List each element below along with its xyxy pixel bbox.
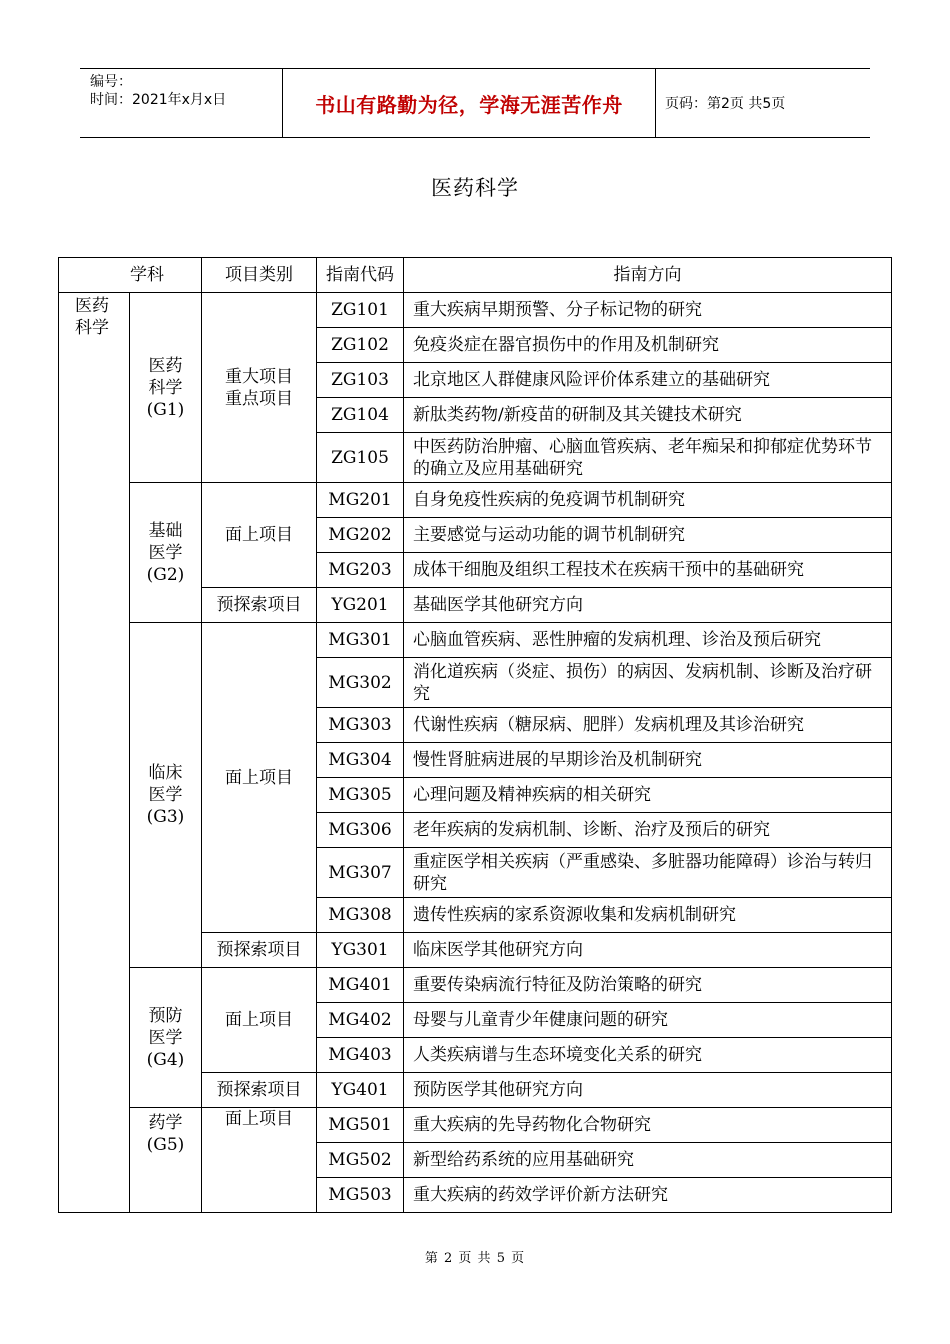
direction-cell: 新肽类药物/新疫苗的研制及其关键技术研究	[404, 398, 892, 433]
guide-table	[58, 257, 892, 1213]
category-cell: 面上项目	[202, 483, 317, 588]
time-label: 时间：2021年x月x日	[90, 92, 227, 108]
code-cell: ZG102	[317, 328, 404, 363]
page-info: 页码：第2页 共5页	[665, 96, 786, 112]
table-header-row	[59, 258, 892, 293]
code-cell: MG503	[317, 1178, 404, 1213]
subject-cell: 药学(G5)	[130, 1108, 202, 1213]
code-cell: MG202	[317, 518, 404, 553]
code-cell: MG402	[317, 1003, 404, 1038]
direction-cell: 重大疾病早期预警、分子标记物的研究	[404, 293, 892, 328]
direction-cell: 免疫炎症在器官损伤中的作用及机制研究	[404, 328, 892, 363]
code-cell: MG308	[317, 898, 404, 933]
code-cell: ZG103	[317, 363, 404, 398]
direction-cell: 消化道疾病（炎症、损伤）的病因、发病机制、诊断及治疗研究	[404, 658, 892, 708]
subject-cell: 医药科学(G1)	[130, 293, 202, 483]
direction-cell: 心理问题及精神疾病的相关研究	[404, 778, 892, 813]
category-cell: 面上项目	[202, 1108, 317, 1213]
category-cell: 预探索项目	[202, 1073, 317, 1108]
code-cell: MG307	[317, 848, 404, 898]
direction-cell: 老年疾病的发病机制、诊断、治疗及预后的研究	[404, 813, 892, 848]
code-cell: ZG105	[317, 433, 404, 483]
header-meta	[80, 69, 282, 137]
direction-cell: 自身免疫性疾病的免疫调节机制研究	[404, 483, 892, 518]
direction-cell: 成体干细胞及组织工程技术在疾病干预中的基础研究	[404, 553, 892, 588]
motto: 书山有路勤为径，学海无涯苦作舟	[315, 92, 623, 117]
direction-cell: 代谢性疾病（糖尿病、肥胖）发病机理及其诊治研究	[404, 708, 892, 743]
header-discipline: 学科	[59, 258, 202, 293]
code-cell: ZG101	[317, 293, 404, 328]
category-cell: 面上项目	[202, 968, 317, 1073]
direction-cell: 重大疾病的先导药物化合物研究	[404, 1108, 892, 1143]
direction-cell: 慢性肾脏病进展的早期诊治及机制研究	[404, 743, 892, 778]
code-cell: ZG104	[317, 398, 404, 433]
direction-cell: 母婴与儿童青少年健康问题的研究	[404, 1003, 892, 1038]
direction-cell: 重大疾病的药效学评价新方法研究	[404, 1178, 892, 1213]
subject-cell: 预防医学(G4)	[130, 968, 202, 1108]
code-cell: MG305	[317, 778, 404, 813]
header-direction: 指南方向	[404, 258, 892, 293]
direction-cell: 基础医学其他研究方向	[404, 588, 892, 623]
page-footer: 第 2 页 共 5 页	[424, 1251, 526, 1266]
code-cell: MG403	[317, 1038, 404, 1073]
table-row	[59, 483, 892, 518]
direction-cell: 中医药防治肿瘤、心脑血管疾病、老年痴呆和抑郁症优势环节的确立及应用基础研究	[404, 433, 892, 483]
subject-cell: 基础医学(G2)	[130, 483, 202, 623]
table-row	[59, 293, 892, 328]
code-cell: MG501	[317, 1108, 404, 1143]
direction-cell: 人类疾病谱与生态环境变化关系的研究	[404, 1038, 892, 1073]
code-cell: MG201	[317, 483, 404, 518]
category-cell: 预探索项目	[202, 933, 317, 968]
code-cell: YG401	[317, 1073, 404, 1108]
code-cell: MG502	[317, 1143, 404, 1178]
code-cell: MG306	[317, 813, 404, 848]
category-cell: 重大项目重点项目	[202, 293, 317, 483]
subject-cell: 临床医学(G3)	[130, 623, 202, 968]
direction-cell: 遗传性疾病的家系资源收集和发病机制研究	[404, 898, 892, 933]
direction-cell: 重要传染病流行特征及防治策略的研究	[404, 968, 892, 1003]
code-cell: MG302	[317, 658, 404, 708]
direction-cell: 北京地区人群健康风险评价体系建立的基础研究	[404, 363, 892, 398]
direction-cell: 新型给药系统的应用基础研究	[404, 1143, 892, 1178]
code-cell: MG304	[317, 743, 404, 778]
table-row	[59, 968, 892, 1003]
header-page-cell	[655, 69, 870, 137]
code-cell: YG301	[317, 933, 404, 968]
discipline-cell: 医药科学	[59, 293, 130, 1213]
direction-cell: 主要感觉与运动功能的调节机制研究	[404, 518, 892, 553]
direction-cell: 临床医学其他研究方向	[404, 933, 892, 968]
table-row	[59, 623, 892, 658]
direction-cell: 预防医学其他研究方向	[404, 1073, 892, 1108]
category-cell: 面上项目	[202, 623, 317, 933]
code-cell: MG203	[317, 553, 404, 588]
code-cell: MG401	[317, 968, 404, 1003]
code-cell: MG303	[317, 708, 404, 743]
category-cell: 预探索项目	[202, 588, 317, 623]
number-label: 编号：	[90, 74, 132, 90]
direction-cell: 重症医学相关疾病（严重感染、多脏器功能障碍）诊治与转归研究	[404, 848, 892, 898]
page-title: 医药科学	[431, 176, 519, 200]
header-category: 项目类别	[202, 258, 317, 293]
code-cell: MG301	[317, 623, 404, 658]
direction-cell: 心脑血管疾病、恶性肿瘤的发病机理、诊治及预后研究	[404, 623, 892, 658]
code-cell: YG201	[317, 588, 404, 623]
table-row	[59, 1108, 892, 1143]
page-header	[80, 68, 870, 138]
header-code: 指南代码	[317, 258, 404, 293]
header-motto-cell	[282, 69, 656, 137]
